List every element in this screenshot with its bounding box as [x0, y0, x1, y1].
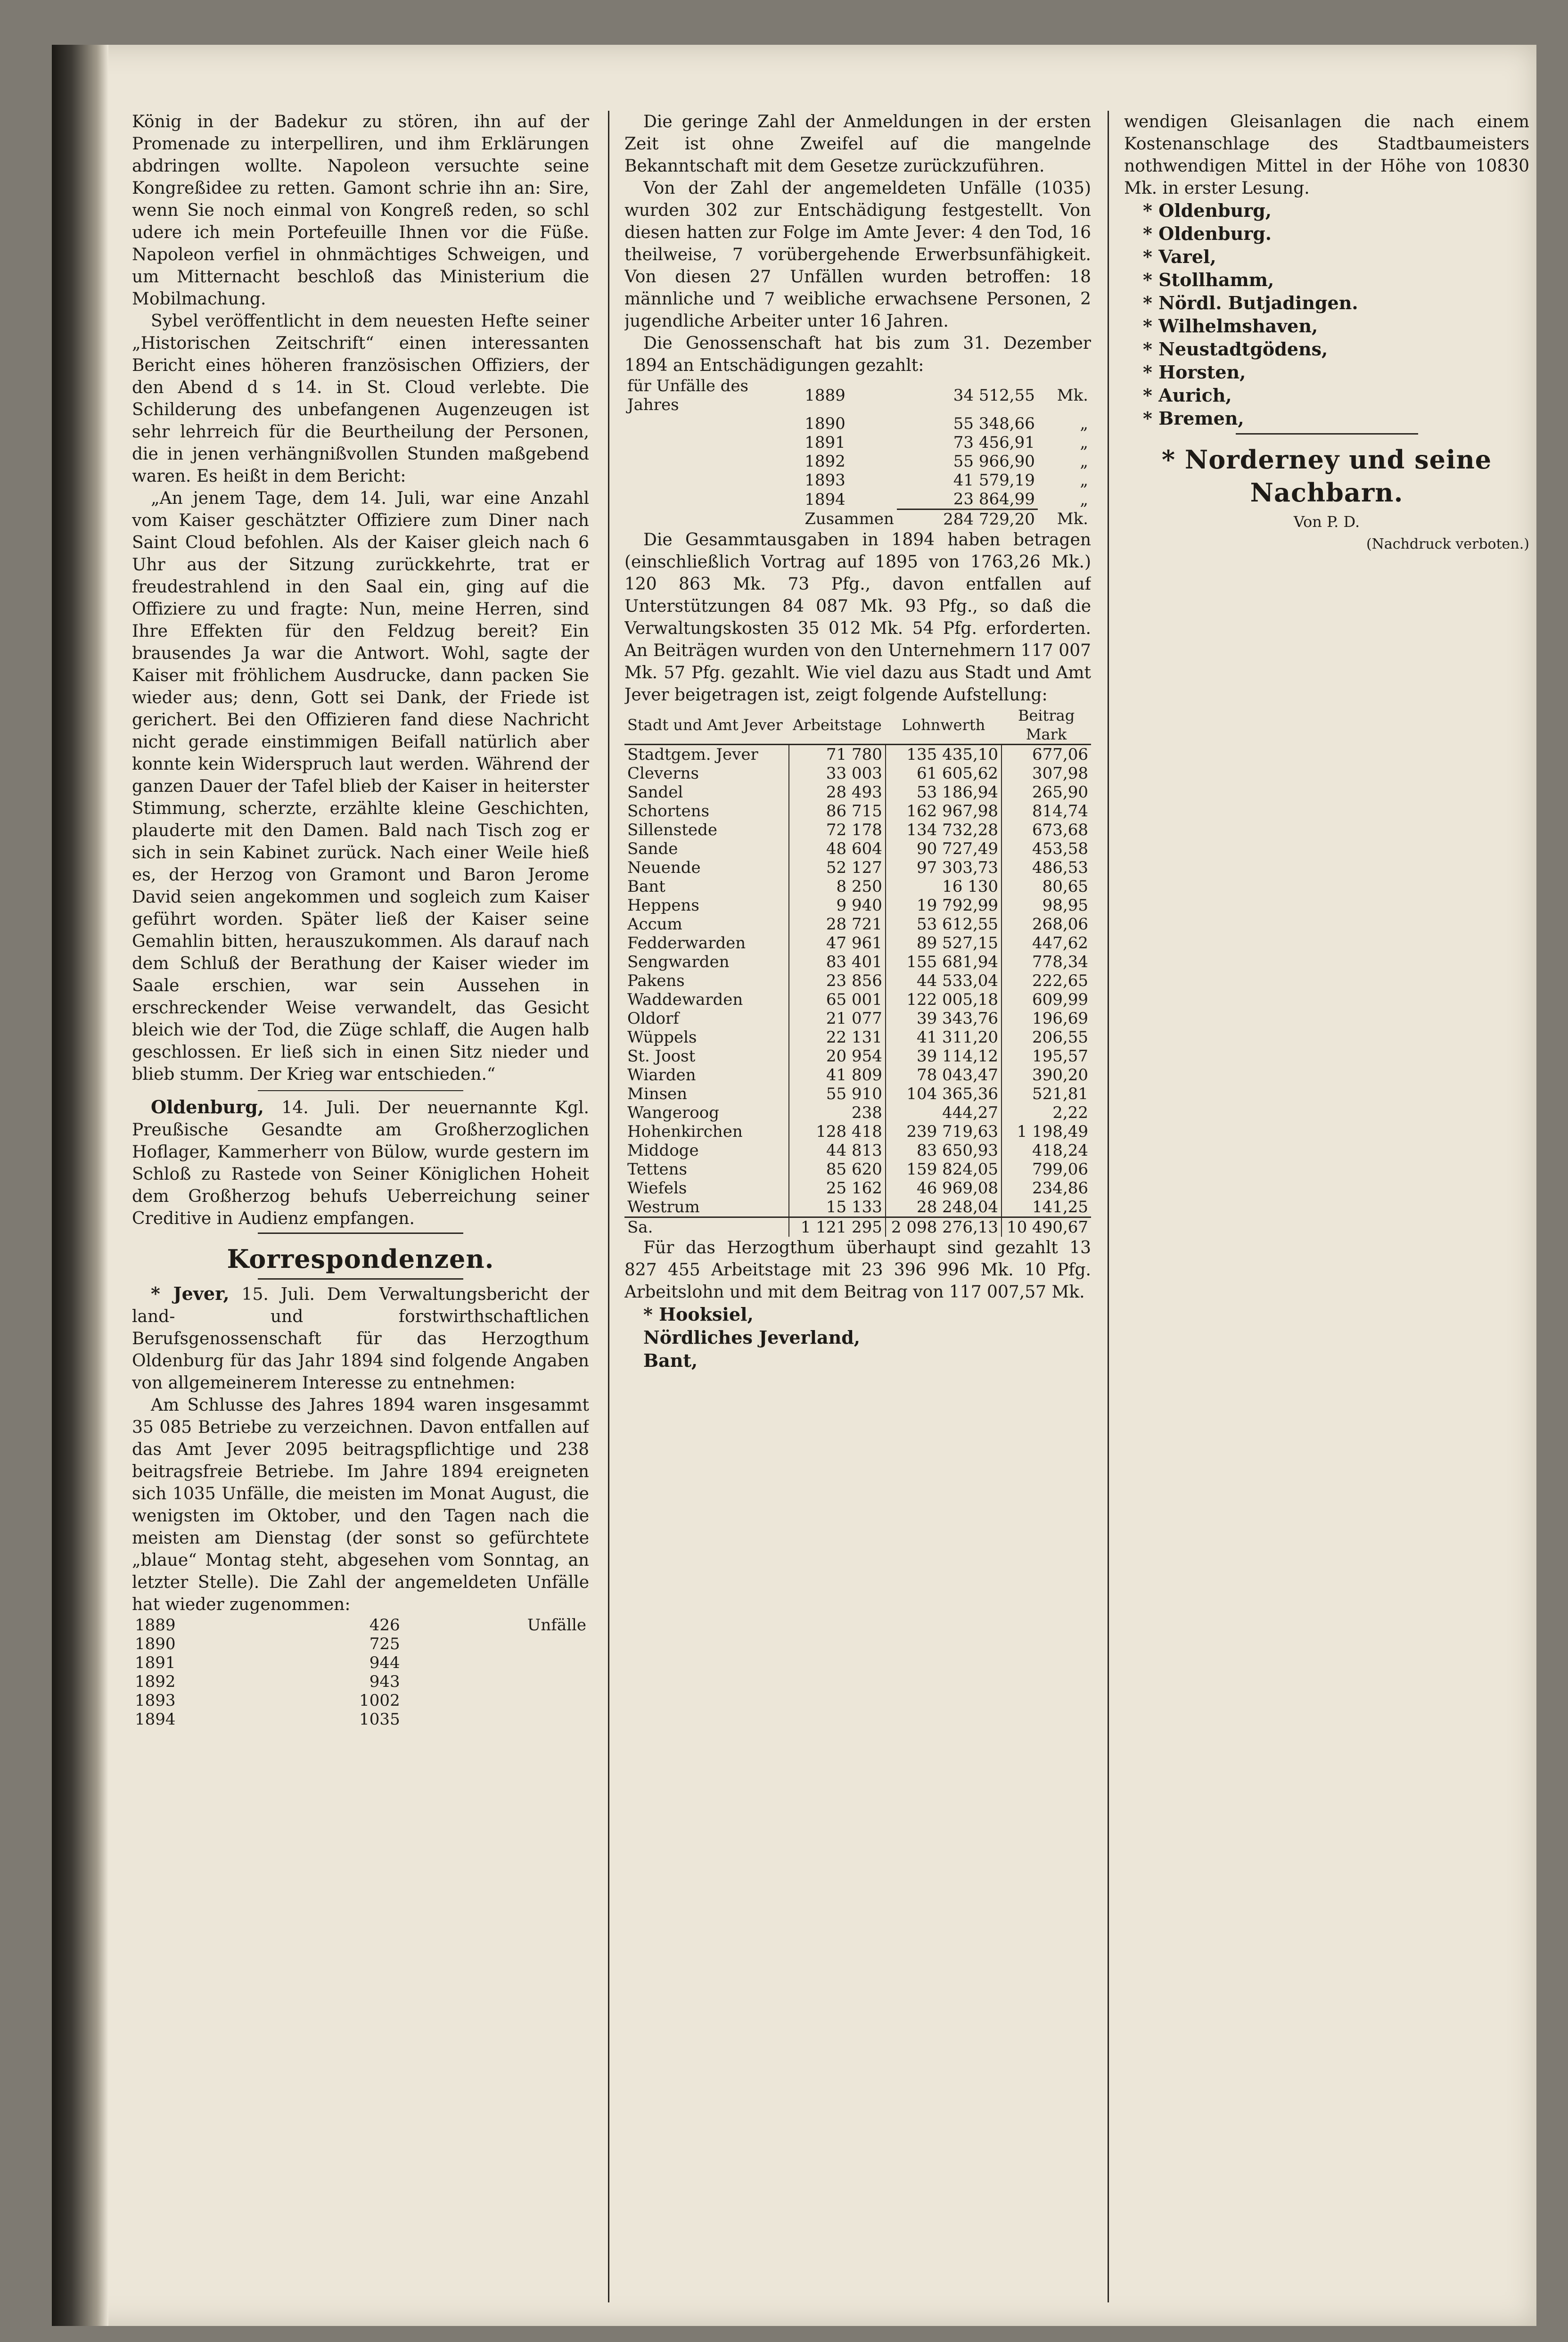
workdays-cell: 21 077: [789, 1009, 886, 1028]
unit-cell: [403, 1691, 589, 1710]
count-cell: 426: [369, 1616, 400, 1635]
dateline: * Hooksiel,: [643, 1304, 754, 1325]
workdays-cell: 72 178: [789, 821, 886, 839]
wages-cell: 89 527,15: [886, 934, 1002, 953]
unit-cell: „: [1080, 471, 1088, 490]
district-cell: Middoge: [624, 1141, 789, 1160]
year-cell: 1892: [805, 452, 846, 471]
contribution-cell: 609,99: [1032, 990, 1088, 1009]
workdays-cell: 20 954: [789, 1047, 886, 1066]
year-cell: 1892: [135, 1672, 176, 1691]
paragraph: Von der Zahl der angemeldeten Unfälle (1035) wurden 302 zur Entschädigung festgestellt. Von diesen hatten zur Folge im Amte Jever: 4 den Tod, 16 theilweise, 7 vorübergehende Erwerbsunfähigkeit. Von diesen 27 Unfällen wurden betroffen: 18 männliche und 7 weibliche erwachsene Personen, 2 jugendliche Arbeiter unter 16 Jahren.: [624, 179, 1091, 331]
year-cell: 1891: [135, 1653, 176, 1672]
district-cell: Tettens: [624, 1160, 789, 1179]
dateline: * Neustadtgödens,: [1143, 338, 1328, 360]
dateline: * Varel,: [1143, 246, 1216, 267]
workdays-cell: 28 721: [789, 915, 886, 934]
article-nordliches-jeverland: [624, 1326, 1091, 1349]
table-row: [624, 764, 1091, 783]
amount-cell: 73 456,91: [953, 433, 1035, 452]
article-aurich: [1124, 384, 1529, 407]
contribution-cell: 521,81: [1032, 1085, 1088, 1103]
dateline: Oldenburg,: [151, 1096, 264, 1118]
wages-cell: 83 650,93: [886, 1141, 1002, 1160]
contribution-cell: 98,95: [1042, 896, 1088, 915]
district-cell: Fedderwarden: [624, 934, 789, 953]
workdays-cell: 48 604: [789, 839, 886, 858]
workdays-cell: 128 418: [789, 1122, 886, 1141]
district-cell: Wiarden: [624, 1066, 789, 1085]
header-cell: Lohnwerth: [886, 706, 1002, 745]
contribution-cell: 447,62: [1032, 934, 1088, 953]
paragraph: Die Genossenschaft hat bis zum 31. Dezember 1894 an Entschädigungen gezahlt:: [624, 334, 1091, 375]
label-cell: [624, 471, 802, 490]
column-2: [624, 111, 1091, 2302]
dateline: * Nördl. Butjadingen.: [1143, 292, 1358, 313]
amount-cell: 55 966,90: [953, 452, 1035, 471]
workdays-cell: 47 961: [789, 934, 886, 953]
table-row: [624, 1160, 1091, 1179]
district-cell: Westrum: [624, 1198, 789, 1217]
contribution-cell: 307,98: [1032, 764, 1088, 783]
header-cell: Beitrag Mark: [1002, 706, 1091, 745]
workdays-cell: 15 133: [789, 1198, 886, 1217]
table-row: [624, 877, 1091, 896]
contribution-cell: 234,86: [1032, 1179, 1088, 1198]
section-heading: Korrespondenzen.: [227, 1244, 494, 1274]
workdays-cell: 44 813: [789, 1141, 886, 1160]
workdays-cell: 9 940: [789, 896, 886, 915]
payments-table: [624, 377, 1091, 529]
district-cell: Wüppels: [624, 1028, 789, 1047]
wages-cell: 44 533,04: [886, 971, 1002, 990]
dateline: * Aurich,: [1143, 385, 1232, 406]
wages-cell: 39 343,76: [886, 1009, 1002, 1028]
article-oldenburg: [1124, 199, 1529, 222]
workdays-cell: 55 910: [789, 1085, 886, 1103]
table-row: [624, 1122, 1091, 1141]
wages-cell: 16 130: [886, 877, 1002, 896]
dateline: * Wilhelmshaven,: [1143, 315, 1318, 337]
workdays-cell: 238: [789, 1103, 886, 1122]
count-cell: 1035: [359, 1710, 400, 1729]
table-row: [624, 1179, 1091, 1198]
amount-cell: 55 348,66: [953, 414, 1035, 433]
contribution-cell: 80,65: [1042, 877, 1088, 896]
wages-cell: 159 824,05: [886, 1160, 1002, 1179]
district-cell: Hohenkirchen: [624, 1122, 789, 1141]
table-row: [624, 1009, 1091, 1028]
table-row: [624, 1103, 1091, 1122]
table-row: [624, 1198, 1091, 1217]
paragraph: Die Gesammtausgaben in 1894 haben betragen (einschließlich Vortrag auf 1895 von 1763,26 Mk.) 120 863 Mk. 73 Pfg., davon entfallen auf Unterstützungen 84 087 Mk. 93 Pfg., so daß die Verwaltungskosten 35 012 Mk. 54 Pfg. erforderten. An Beiträgen wurden von den Unternehmern 117 007 Mk. 57 Pfg. gezahlt. Wie viel dazu aus Stadt und Amt Jever beigetragen ist, zeigt folgende Aufstellung:: [624, 530, 1091, 705]
year-cell: 1889: [135, 1616, 176, 1635]
district-cell: Accum: [624, 915, 789, 934]
district-cell: Sandel: [624, 783, 789, 802]
wages-cell: 104 365,36: [886, 1085, 1002, 1103]
paragraph: Die geringe Zahl der Anmeldungen in der ersten Zeit ist ohne Zweifel auf die mangelnde Bekanntschaft mit dem Gesetze zurückzuführen.: [624, 112, 1091, 176]
label-cell: [624, 433, 802, 452]
table-row: [132, 1635, 589, 1653]
wages-cell: 444,27: [886, 1103, 1002, 1122]
dateline: * Stollhamm,: [1143, 269, 1274, 290]
dateline: Nördliches Jeverland,: [643, 1327, 861, 1348]
article-butjadingen: [1124, 292, 1529, 315]
district-cell: Waddewarden: [624, 990, 789, 1009]
unit-cell: [403, 1635, 589, 1653]
wages-cell: 41 311,20: [886, 1028, 1002, 1047]
unit-cell: [403, 1710, 589, 1729]
unit-cell: [403, 1672, 589, 1691]
workdays-cell: 65 001: [789, 990, 886, 1009]
article-bremen: [1124, 407, 1529, 430]
table-row: [624, 433, 1091, 452]
contribution-cell: 673,68: [1032, 821, 1088, 839]
year-cell: 1890: [135, 1635, 176, 1653]
unit-cell: Mk.: [1057, 386, 1088, 405]
wages-cell: 39 114,12: [886, 1047, 1002, 1066]
dateline: * Oldenburg.: [1143, 223, 1272, 244]
table-row: [624, 934, 1091, 953]
district-cell: Bant: [624, 877, 789, 896]
header-cell: Stadt und Amt Jever: [624, 706, 789, 745]
contribution-cell: 814,74: [1032, 802, 1088, 821]
wages-cell: 162 967,98: [886, 802, 1002, 821]
paragraph: „An jenem Tage, dem 14. Juli, war eine Anzahl vom Kaiser geschätzter Offiziere zum Diner nach Saint Cloud befohlen. Als der Kaiser gleich nach 6 Uhr aus der Sitzung zurückkehrte, trat er freudestrahlend in den Saal ein, ging auf die Offiziere zu und fragte: Nun, meine Herren, sind Ihre Effekten für den Feldzug bereit? Ein brausendes Ja war die Antwort. Wohl, sagte der Kaiser mit fröhlichem Ausdrucke, dann packen Sie wieder aus; denn, Gott sei Dank, der Friede ist gerichert. Bei den Offizieren fand diese Nachricht nicht gerade einstimmigen Beifall natürlich aber konnte kein Widerspruch laut werden. Während der ganzen Dauer der Tafel blieb der Kaiser in heiterster Stimmung, scherzte, erzählte kleine Geschichten, plauderte mit den Damen. Bald nach Tisch zog er sich in sein Kabinet zurück. Nach einer Weile hieß es, der Herzog von Gramont und Baron Jerome David seien angekommen und sogleich zum Kaiser geführt worden. Später ließ der Kaiser seine Gemahlin bitten, herauszukommen. Als darauf nach dem Schluß der Berathung der Kaiser wieder im Saale erschien, war sein Aussehen in erschreckender Weise verwandelt, das Gesicht bleich wie der Tod, die Züge schlaff, die Augen halb geschlossen. Er ließ sich in einen Sitz nieder und blieb stumm. Der Krieg war entschieden.“: [132, 489, 589, 1084]
article-bant: [624, 1349, 1091, 1372]
wages-cell: 19 792,99: [886, 896, 1002, 915]
workdays-cell: 41 809: [789, 1066, 886, 1085]
workdays-cell: 22 131: [789, 1028, 886, 1047]
wages-cell: 239 719,63: [886, 1122, 1002, 1141]
dateline: Bant,: [643, 1350, 698, 1371]
payments-total-row: Zusammen 284 729,20 Mk.: [805, 509, 1088, 529]
table-row: [132, 1616, 589, 1635]
table-row: [624, 471, 1091, 490]
divider: [258, 1090, 464, 1091]
wages-cell: 46 969,08: [886, 1179, 1002, 1198]
paragraph: Für das Herzogthum überhaupt sind gezahlt 13 827 455 Arbeitstage mit 23 396 996 Mk. 10 Pfg. Arbeitslohn und mit dem Beitrag von 117 007,57 Mk.: [624, 1238, 1091, 1302]
table-row: [624, 745, 1091, 764]
year-cell: 1893: [805, 471, 846, 490]
table-row: [624, 821, 1091, 839]
contribution-cell: 778,34: [1032, 953, 1088, 971]
contribution-cell: 265,90: [1032, 783, 1088, 802]
label-cell: für Unfälle des Jahres: [627, 377, 748, 414]
wages-cell: 90 727,49: [886, 839, 1002, 858]
year-cell: 1894: [135, 1710, 176, 1729]
wages-cell: 134 732,28: [886, 821, 1002, 839]
contribution-cell: 196,69: [1032, 1009, 1088, 1028]
feuilleton-heading: * Norderney und seine Nachbarn.: [1161, 444, 1492, 508]
district-cell: Sengwarden: [624, 953, 789, 971]
count-cell: 943: [369, 1672, 400, 1691]
wages-cell: 78 043,47: [886, 1066, 1002, 1085]
district-cell: Wiefels: [624, 1179, 789, 1198]
contribution-cell: 206,55: [1032, 1028, 1088, 1047]
contribution-cell: 2,22: [1052, 1103, 1088, 1122]
unit-cell: „: [1080, 414, 1088, 433]
contribution-cell: 268,06: [1032, 915, 1088, 934]
district-cell: St. Joost: [624, 1047, 789, 1066]
contribution-cell: 141,25: [1032, 1198, 1088, 1216]
article-varel: [1124, 246, 1529, 269]
byline: Von P. D.: [1293, 513, 1360, 531]
table-row: [624, 490, 1091, 509]
district-cell: Sillenstede: [624, 821, 789, 839]
year-cell: 1889: [805, 386, 846, 405]
table-row: [624, 1028, 1091, 1047]
article-jever: * Jever, 15. Juli. Dem Verwaltungsbericht der land- und forstwirthschaftlichen Berufsgenossenschaft für das Herzogthum Oldenburg für das Jahr 1894 sind folgende Angaben von allgemeinerem Interesse zu entnehmen:: [132, 1283, 589, 1393]
district-cell: Oldorf: [624, 1009, 789, 1028]
divider: [258, 1233, 464, 1234]
article-neustadtgodens: [1124, 338, 1529, 361]
district-cell: Minsen: [624, 1085, 789, 1103]
workdays-cell: 52 127: [789, 858, 886, 877]
workdays-cell: 33 003: [789, 764, 886, 783]
contribution-cell: 1 198,49: [1017, 1122, 1088, 1141]
table-row: [624, 1141, 1091, 1160]
amount-cell: 23 864,99: [953, 490, 1035, 509]
wages-cell: 155 681,94: [886, 953, 1002, 971]
label-cell: [624, 414, 802, 433]
contribution-cell: 222,65: [1032, 971, 1088, 990]
article-stollhamm: [1124, 269, 1529, 292]
unit-cell: „: [1080, 490, 1088, 509]
table-row: [132, 1710, 589, 1729]
year-cell: 1893: [135, 1691, 176, 1710]
contribution-cell: 195,57: [1032, 1047, 1088, 1066]
accidents-table: [132, 1616, 589, 1729]
column-rule: [1108, 111, 1109, 2302]
table-row: [624, 915, 1091, 934]
year-cell: 1894: [805, 490, 846, 509]
wages-cell: 28 248,04: [886, 1198, 1002, 1217]
count-cell: 1002: [359, 1691, 400, 1710]
column-rule: [608, 111, 609, 2302]
district-cell: Sande: [624, 839, 789, 858]
year-cell: 1891: [805, 433, 846, 452]
count-cell: 725: [369, 1635, 400, 1653]
divider: [258, 1278, 464, 1280]
wages-cell: 97 303,73: [886, 858, 1002, 877]
page-binding-shadow: [52, 45, 108, 2326]
count-cell: 944: [369, 1653, 400, 1672]
article-hooksiel: [624, 1303, 1091, 1326]
paragraph: Am Schlusse des Jahres 1894 waren insgesammt 35 085 Betriebe zu verzeichnen. Davon entfallen auf das Amt Jever 2095 beitragspflichtige und 238 beitragsfreie Betriebe. Im Jahre 1894 ereigneten sich 1035 Unfälle, die meisten im Monat August, die wenigsten im Oktober, und den Tagen nach die meisten am Dienstag (der sonst so gefürchtete „blaue“ Montag steht, abgesehen vom Sonntag, an letzter Stelle). Die Zahl der angemeldeten Unfälle hat wieder zugenommen:: [132, 1396, 589, 1614]
year-cell: 1890: [805, 414, 846, 433]
workdays-cell: 8 250: [789, 877, 886, 896]
unit-cell: „: [1080, 452, 1088, 471]
label-cell: [624, 452, 802, 471]
workdays-cell: 23 856: [789, 971, 886, 990]
table-row: [132, 1691, 589, 1710]
district-cell: Pakens: [624, 971, 789, 990]
contributions-table: [624, 706, 1091, 1237]
paragraph: Sybel veröffentlicht in dem neuesten Hefte seiner „Historischen Zeitschrift“ einen interessanten Bericht eines höheren französischen Offiziers, der den Abend d s 14. in St. Cloud verlebte. Die Schilderung des unbefangenen Augenzeugen ist sehr lehrreich für die Beurtheilung der Personen, die in jenen verhängnißvollen Stunden maßgebend waren. Es heißt in dem Bericht:: [132, 312, 589, 486]
article-horsten: [1124, 361, 1529, 384]
table-row: [624, 452, 1091, 471]
table-row: [132, 1672, 589, 1691]
table-row: [624, 953, 1091, 971]
workdays-cell: 83 401: [789, 953, 886, 971]
table-row: [624, 896, 1091, 915]
dateline: * Jever,: [151, 1283, 230, 1304]
dateline: * Bremen,: [1143, 408, 1244, 429]
table-row: [624, 839, 1091, 858]
district-cell: Heppens: [624, 896, 789, 915]
table-row: [624, 783, 1091, 802]
reprint-note: (Nachdruck verboten.): [1366, 536, 1529, 552]
contribution-cell: 799,06: [1032, 1160, 1088, 1179]
district-cell: Neuende: [624, 858, 789, 877]
table-row: [624, 1066, 1091, 1085]
column-1: [132, 111, 589, 2302]
contribution-cell: 390,20: [1032, 1066, 1088, 1085]
paragraph: wendigen Gleisanlagen die nach einem Kostenanschlage des Stadtbaumeisters nothwendigen Mittel in der Höhe von 10830 Mk. in erster Lesung.: [1124, 112, 1529, 198]
district-cell: Wangeroog: [624, 1103, 789, 1122]
table-row: [624, 990, 1091, 1009]
table-row: [624, 414, 1091, 433]
workdays-cell: 85 620: [789, 1160, 886, 1179]
district-cell: Schortens: [624, 802, 789, 821]
wages-cell: 53 612,55: [886, 915, 1002, 934]
table-row: [624, 1085, 1091, 1103]
amount-cell: 41 579,19: [953, 471, 1035, 490]
dateline: * Oldenburg,: [1143, 200, 1272, 221]
contribution-cell: 677,06: [1032, 745, 1088, 764]
total-row: Sa. 1 121 295 2 098 276,13 10 490,67: [624, 1217, 1091, 1237]
table-row: [624, 377, 1091, 414]
article-oldenburg: Oldenburg, 14. Juli. Der neuernannte Kgl. Preußische Gesandte am Großherzoglichen Hoflager, Kammerherr von Bülow, wurde gestern im Schloß zu Rastede von Seiner Königlichen Hoheit dem Großherzog behufs Ueberreichung seiner Creditive in Audienz empfangen.: [132, 1096, 589, 1228]
wages-cell: 135 435,10: [886, 745, 1002, 764]
district-cell: Cleverns: [624, 764, 789, 783]
label-cell: [624, 490, 802, 509]
wages-cell: 61 605,62: [886, 764, 1002, 783]
workdays-cell: 28 493: [789, 783, 886, 802]
column-3: [1124, 111, 1529, 2302]
unit-cell: Unfälle: [527, 1616, 586, 1635]
contribution-cell: 453,58: [1032, 839, 1088, 858]
district-cell: Stadtgem. Jever: [624, 745, 789, 764]
newspaper-page: [52, 45, 1536, 2326]
article-wilhelmshaven: [1124, 315, 1529, 338]
unit-cell: „: [1080, 433, 1088, 452]
table-row: [624, 971, 1091, 990]
header-cell: Arbeitstage: [789, 706, 886, 745]
dateline: * Horsten,: [1143, 362, 1246, 383]
divider: [1236, 433, 1418, 435]
table-row: [624, 802, 1091, 821]
table-row: [624, 858, 1091, 877]
wages-cell: 53 186,94: [886, 783, 1002, 802]
unit-cell: [403, 1653, 589, 1672]
table-row: [132, 1653, 589, 1672]
paragraph: König in der Badekur zu stören, ihn auf der Promenade zu interpelliren, und ihm Erklärungen abdringen wollte. Napoleon versuchte seine Kongreßidee zu retten. Gamont schrie ihn an: Sire, wenn Sie noch einmal von Kongreß reden, so schl udere ich mein Portefeuille Ihnen vor die Füße. Napoleon verfiel in ohnmächtiges Schweigen, und um Mitternacht beschloß das Ministerium die Mobilmachung.: [132, 112, 589, 309]
workdays-cell: 86 715: [789, 802, 886, 821]
article-oldenburg-dragoner: [1124, 222, 1529, 246]
workdays-cell: 71 780: [789, 745, 886, 764]
table-row: [624, 1047, 1091, 1066]
contribution-cell: 418,24: [1032, 1141, 1088, 1160]
contribution-cell: 486,53: [1032, 858, 1088, 877]
wages-cell: 122 005,18: [886, 990, 1002, 1009]
amount-cell: 34 512,55: [953, 386, 1035, 405]
workdays-cell: 25 162: [789, 1179, 886, 1198]
